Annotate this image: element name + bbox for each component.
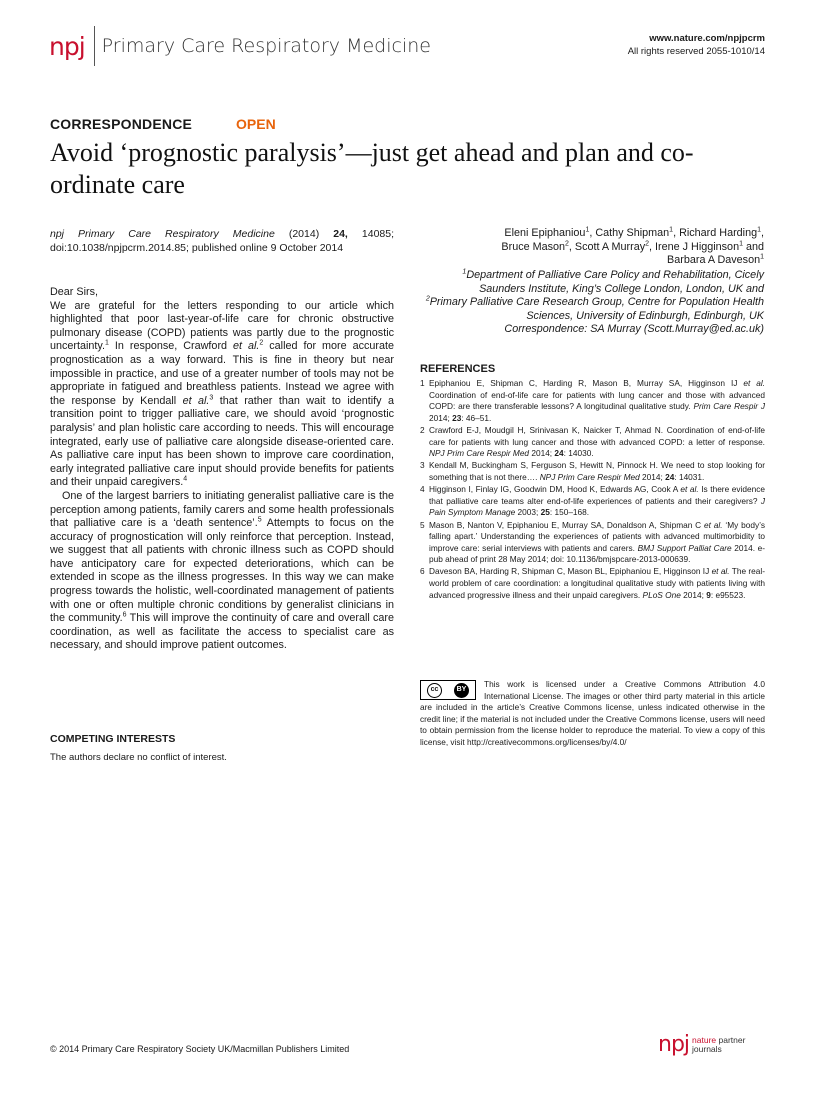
header-divider	[94, 26, 95, 66]
footer-copyright: © 2014 Primary Care Respiratory Society UK/Macmillan Publishers Limited	[50, 1044, 350, 1054]
competing-interests-text: The authors declare no conflict of interest.	[50, 752, 227, 763]
citation-volume: 24,	[333, 228, 348, 240]
references-heading: REFERENCES	[420, 363, 496, 375]
cc-by-badge-icon[interactable]	[420, 680, 476, 700]
reference-item: 2 Crawford E-J, Moudgil H, Srinivasan K, Naicker T, Ahmad N. Coordination of end-of-life care for patients with lung cancer and those with advanced COPD: a letter of response. NPJ Prim Care Respir Med 2014; 24: 14030.	[420, 424, 765, 459]
ref-link[interactable]: 1	[105, 339, 109, 347]
citation	[50, 227, 394, 255]
by-icon: BY	[454, 683, 469, 698]
open-access-label: OPEN	[236, 116, 276, 132]
ref-link[interactable]: 2	[259, 339, 264, 347]
paragraph-1: We are grateful for the letters responding to our article which highlighted that poor last-year-of-life care for chronic obstructive pulmonary disease (COPD) patients was partly due to the prognostic uncertainty.$^1$ In response, Crawford et al.$^2$ called for more accurate prognostication as a way forward. This is fine in theory but near impossible in practice, and use of a greater number of tools may not be appropriate in fatigued and breathless patients. Instead we agree with the response by Kendall et al.$^3$ that rather than wait to identify a transition point to trigger palliative care, we should avoid ‘prognostic paralysis’ and plan holistic care according to needs. This will encourage integrated, early use of palliative care alongside disease-oriented care. As palliative care input has been shown to improve care coordination, early integrated palliative care input should provide benefits for patients and their unpaid caregivers.$^4$	[50, 299, 394, 489]
license-text: This work is licensed under a Creative Commons Attribution 4.0 International License. The images or other third party material in this article are included in the article’s Creative Commons license, unless indicated otherwise in the credit line; if the material is not included under the Creative Commons license, users will need to obtain permission from the license holder to reproduce the material. To view a copy of this license, visit http://creativecommons.org/licenses/by/4.0/	[420, 679, 765, 747]
affiliation-1: $^1$Department of Palliative Care Policy and Rehabilitation, Cicely Saunders Institute, King’s College London, London, UK and	[462, 268, 764, 295]
reference-list	[420, 378, 765, 602]
ref-link[interactable]: 4	[183, 475, 188, 483]
section-label: CORRESPONDENCE	[50, 116, 193, 132]
article-title: Avoid ‘prognostic paralysis’—just get ahead and plan and co-ordinate care	[50, 138, 694, 199]
nature-partner-journals: nature partner journals	[692, 1035, 746, 1054]
letter-body	[50, 286, 394, 653]
license-notice	[420, 679, 765, 749]
citation-details: 14085; doi:10.1038/npjpcrm.2014.85; published online 9 October 2014	[50, 228, 395, 254]
reference-item: 1 Epiphaniou E, Shipman C, Harding R, Mason B, Murray SA, Higginson IJ et al. Coordination of end-of-life care for patients with lung cancer and those with advanced COPD: are there transferable lessons? A longitudinal qualitative study. Prim Care Respir J 2014; 23: 46–51.	[420, 378, 765, 423]
ref-link[interactable]: 5	[257, 516, 262, 524]
reference-item: 4 Higginson I, Finlay IG, Goodwin DM, Hood K, Edwards AG, Cook A et al. Is there evidence that palliative care teams alter end-of-life experiences of patients and their caregivers? J Pain Symptom Manage 2003; 25: 150–168.	[420, 484, 765, 518]
citation-year: (2014)	[288, 228, 320, 240]
cc-icon: cc	[427, 683, 442, 698]
ref-link[interactable]: 3	[209, 394, 214, 402]
author-list: Eleni Epiphaniou$^1$, Cathy Shipman$^1$, Richard Harding$^1$, Bruce Mason$^2$, Scott A Murray$^2$, Irene J Higginson$^1$ and Barbara A Daveson$^1$	[501, 226, 764, 267]
salutation: Dear Sirs,	[50, 286, 98, 298]
correspondence[interactable]: Correspondence: SA Murray (Scott.Murray@ed.ac.uk)	[504, 323, 764, 336]
journal-name: Primary Care Respiratory Medicine	[101, 35, 431, 57]
competing-interests-heading: COMPETING INTERESTS	[50, 733, 176, 745]
journal-url[interactable]: www.nature.com/npjpcrm	[649, 33, 765, 44]
reference-item: 6 Daveson BA, Harding R, Shipman C, Mason BL, Epiphaniou E, Higginson IJ et al. The real-world problem of care coordination: a longitudinal qualitative study with patients living with advanced progressive illness and their unpaid caregivers. PLoS One 2014; 9: e95523.	[420, 566, 765, 600]
reference-item: 5 Mason B, Nanton V, Epiphaniou E, Murray SA, Donaldson A, Shipman C et al. ‘My body’s falling apart.’ Understanding the experiences of patients with advanced multimorbidity to improve care: serial interviews with patients and carers. BMJ Support Palliat Care 2014. e-pub ahead of print 28 May 2014; doi: 10.1136/bmjspcare-2013-000639.	[420, 519, 765, 565]
affiliation-2: $^2$Primary Palliative Care Research Group, Centre for Population Health Sciences, University of Edinburgh, Edinburgh, UK	[425, 295, 764, 322]
paragraph-2: One of the largest barriers to initiating generalist palliative care is the perception among patients, family carers and some health professionals that palliative care is a ‘death sentence’.$^5$ Attempts to focus on the accuracy of prognostication will only reinforce that perception. Instead, we suggest that all patients with chronic illness such as COPD should have anticipatory care for expected deteriorations, which can be extended in scope as the illness progresses. In this way we can make progress towards the holistic, well-coordinated management of patients with one or often multiple chronic conditions by generalist clinicians in the community.$^6$ This will improve the continuity of care and overall care coordination, as well as facilitate the access to specialist care as necessary, and should improve patient outcomes.	[50, 489, 395, 652]
journal-header	[49, 30, 431, 62]
npj-logo-small: npj	[658, 1032, 690, 1057]
citation-journal: npj Primary Care Respiratory Medicine	[50, 228, 275, 240]
rights-text: All rights reserved 2055-1010/14	[627, 46, 765, 57]
affiliations	[420, 269, 764, 337]
npj-logo: npj	[49, 31, 85, 61]
header-meta	[628, 32, 765, 58]
reference-item: 3 Kendall M, Buckingham S, Ferguson S, Hewitt N, Pinnock H. We need to stop looking for something that is not there…. NPJ Prim Care Respir Med 2014; 24: 14031.	[420, 460, 765, 482]
npj-footer-logo	[658, 1034, 745, 1056]
ref-link[interactable]: 6	[122, 611, 127, 619]
